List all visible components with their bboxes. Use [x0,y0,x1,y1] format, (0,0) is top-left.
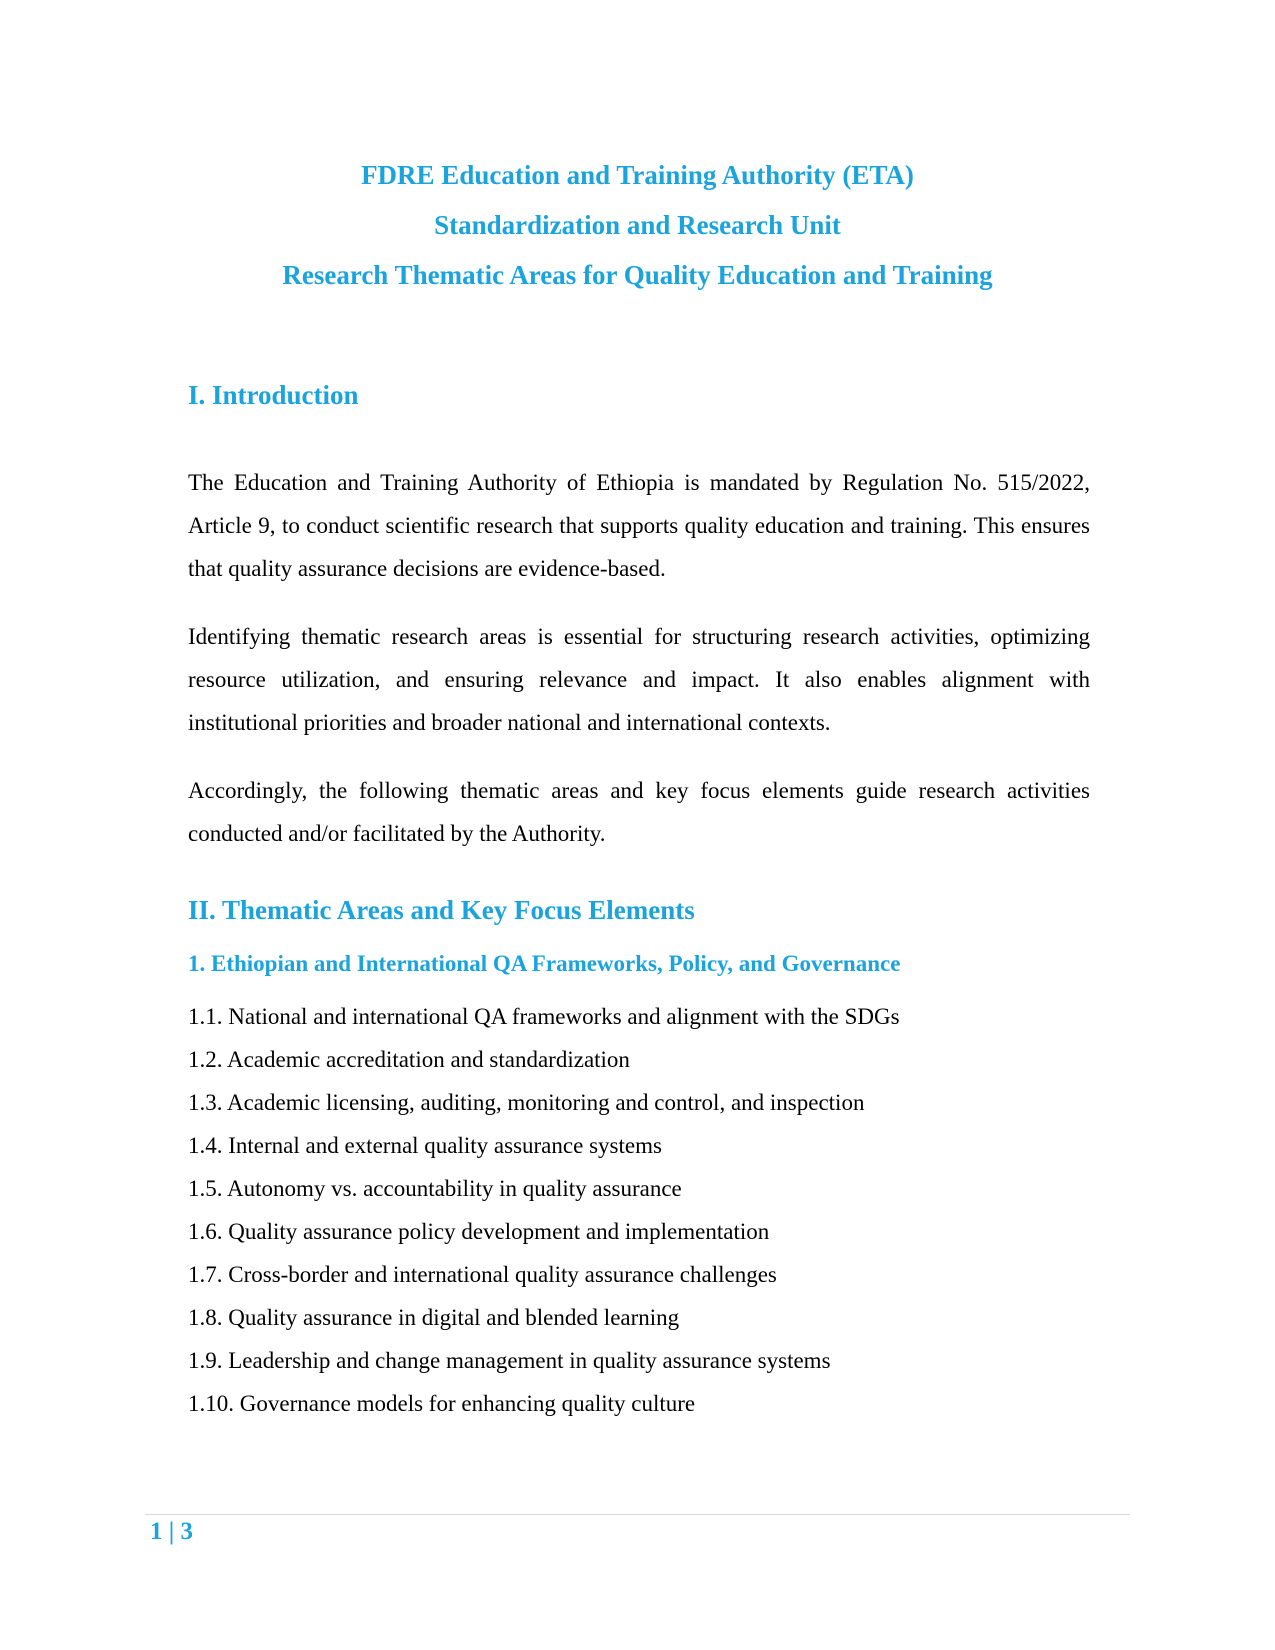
title-unit: Standardization and Research Unit [434,210,841,240]
list-item: 1.7. Cross-border and international quality assurance challenges [188,1262,777,1287]
introduction-heading: I. Introduction [188,380,359,410]
section-1-list [188,995,1090,1425]
title-document: Research Thematic Areas for Quality Education and Training [282,260,993,290]
intro-paragraph-3: Accordingly, the following thematic areas and key focus elements guide research activities conducted and/or facilitated by the Authority. [188,778,1090,846]
list-item: 1.2. Academic accreditation and standardization [188,1047,630,1072]
intro-paragraph-1: The Education and Training Authority of Ethiopia is mandated by Regulation No. 515/2022, Article 9, to conduct scientific research that supports quality education and training. This ensures that quality assurance decisions are evidence-based. [188,470,1090,581]
list-item: 1.8. Quality assurance in digital and blended learning [188,1305,680,1330]
list-item: 1.1. National and international QA frameworks and alignment with the SDGs [188,1004,900,1029]
thematic-areas-heading: II. Thematic Areas and Key Focus Elements [188,895,695,925]
title-organization: FDRE Education and Training Authority (ETA) [361,160,914,190]
page-number: 1 | 3 [150,1518,194,1545]
list-item: 1.5. Autonomy vs. accountability in quality assurance [188,1176,682,1201]
intro-paragraph-2: Identifying thematic research areas is essential for structuring research activities, optimizing resource utilization, and ensuring relevance and impact. It also enables alignment with institutional priorities and broader national and international contexts. [188,624,1090,735]
document-title-block [0,150,1275,300]
list-item: 1.9. Leadership and change management in quality assurance systems [188,1348,831,1373]
list-item: 1.6. Quality assurance policy development and implementation [188,1219,770,1244]
list-item: 1.10. Governance models for enhancing quality culture [188,1391,696,1416]
footer-divider [145,1514,1130,1515]
document-body [188,380,1090,1425]
section-1-title: 1. Ethiopian and International QA Frameworks, Policy, and Governance [188,951,901,976]
list-item: 1.3. Academic licensing, auditing, monitoring and control, and inspection [188,1090,865,1115]
list-item: 1.4. Internal and external quality assurance systems [188,1133,662,1158]
